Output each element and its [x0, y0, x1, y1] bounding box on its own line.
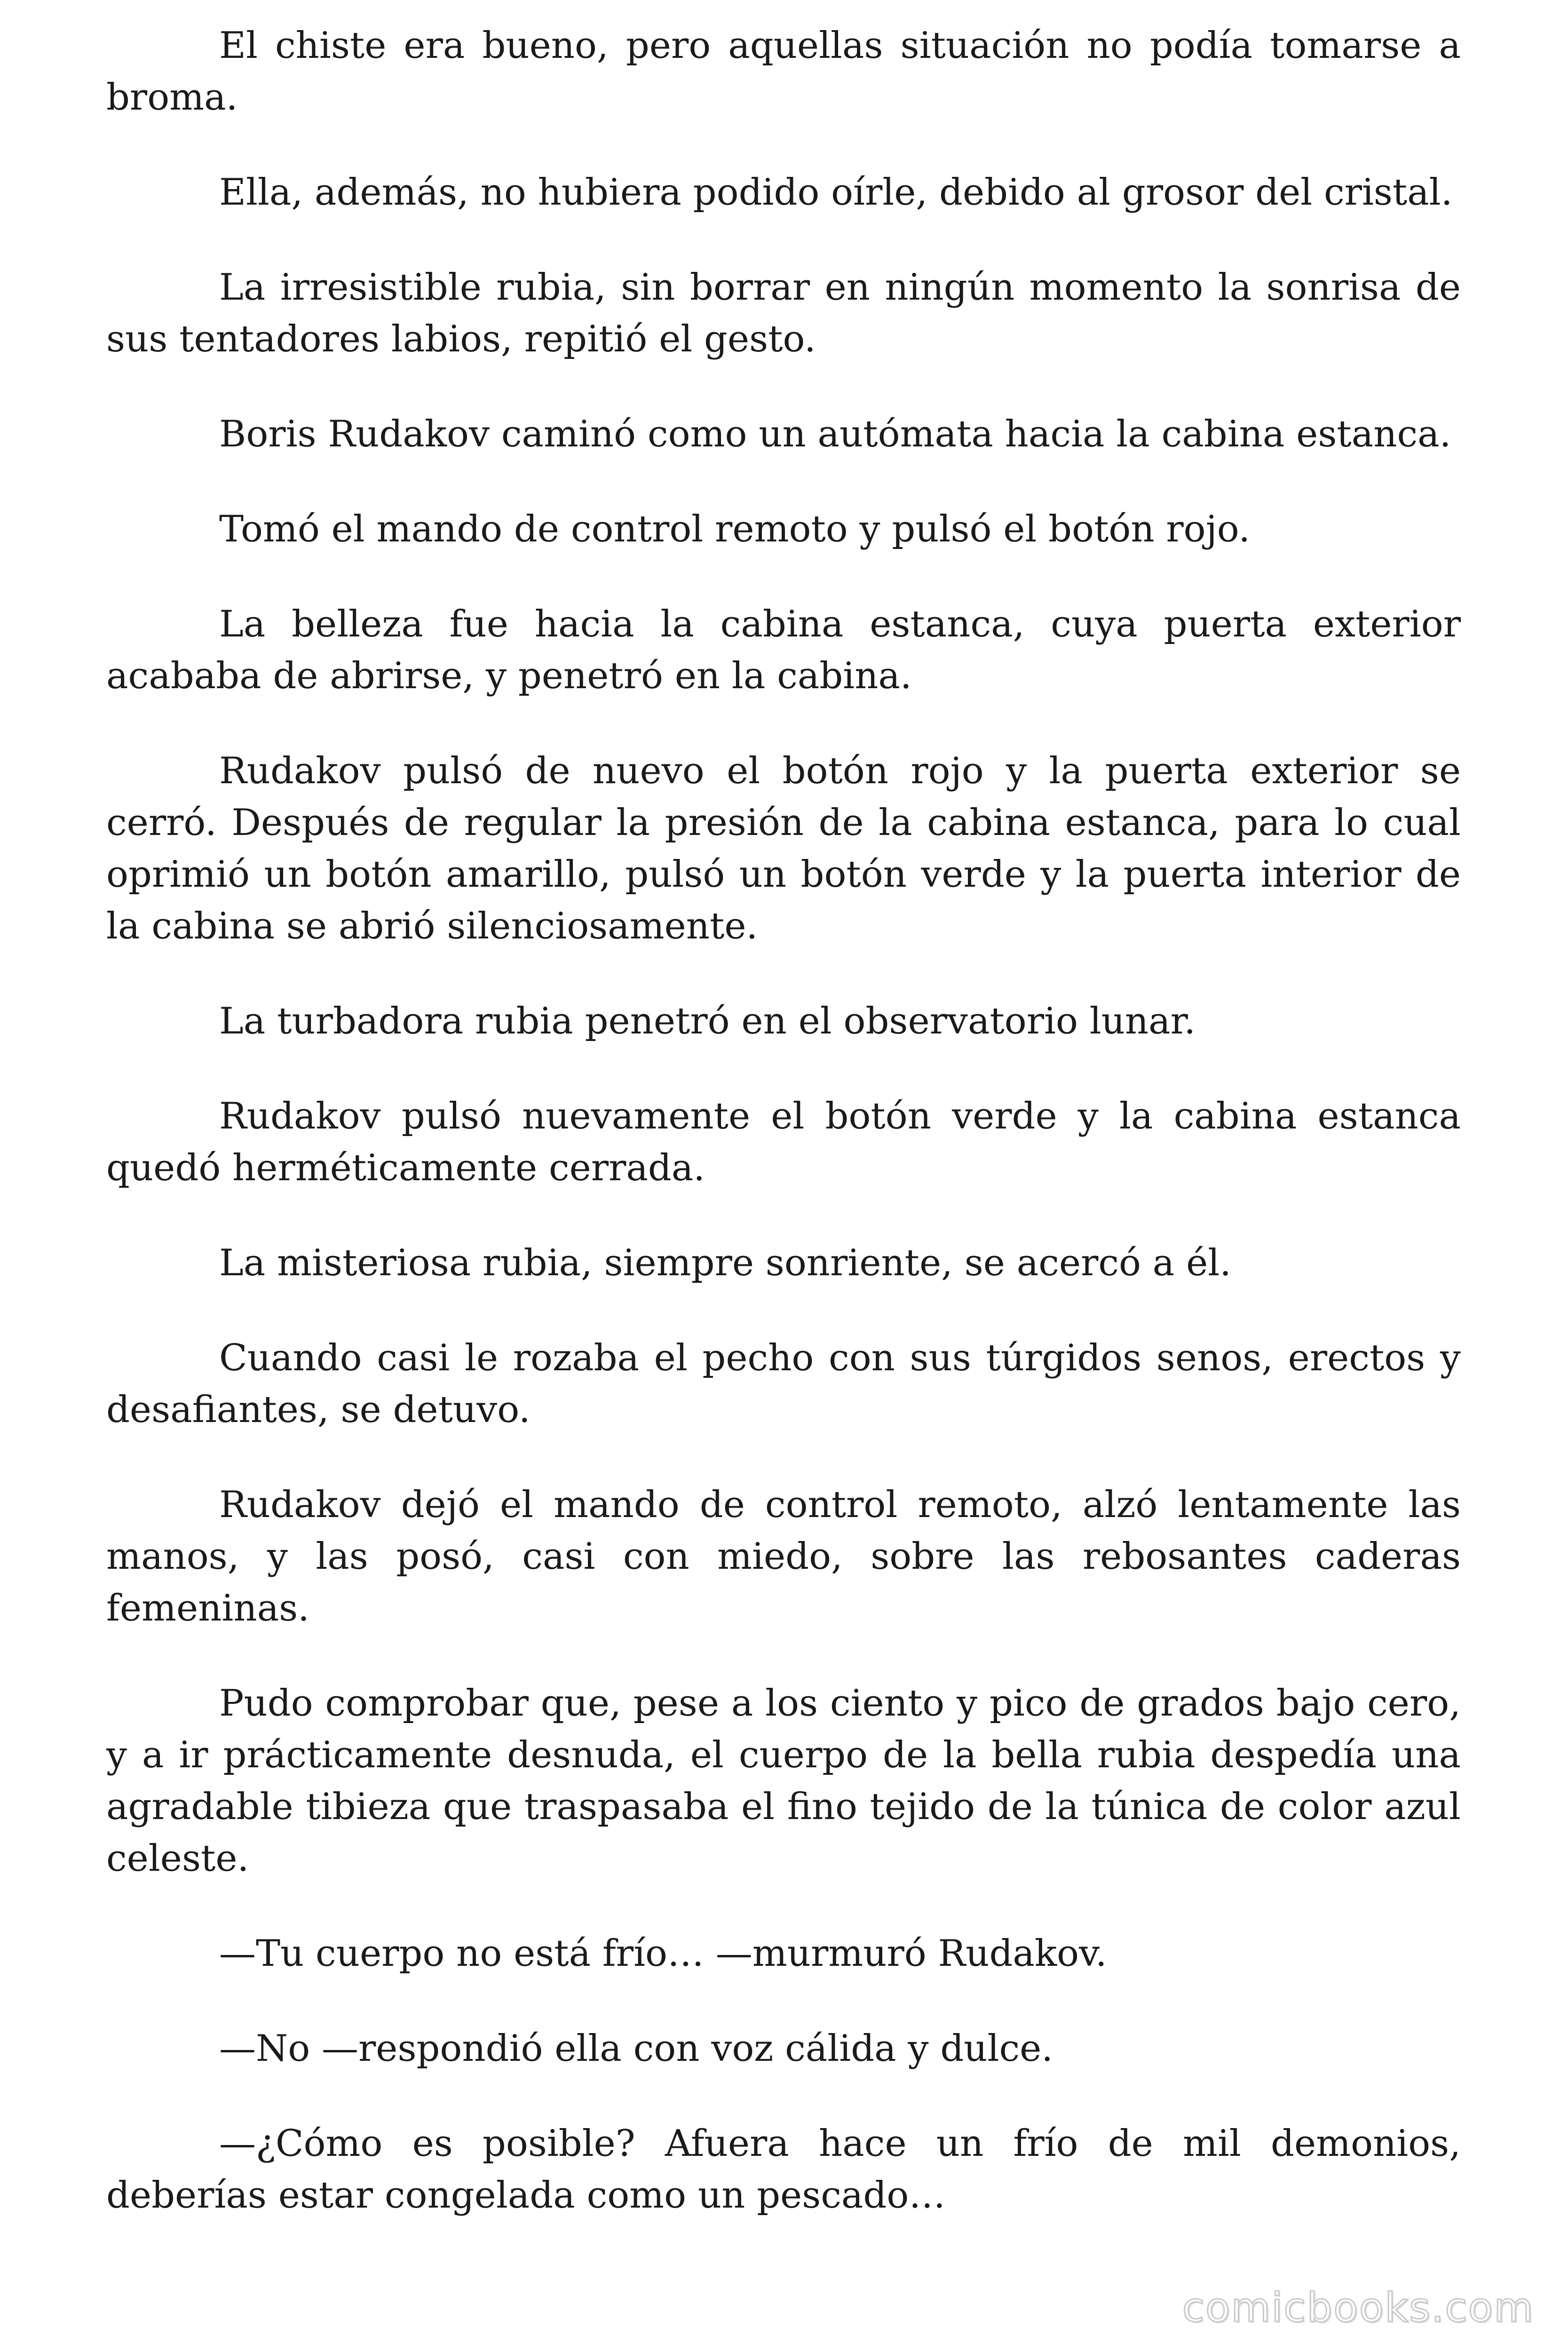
paragraph: Tomó el mando de control remoto y pulsó el botón rojo. — [219, 508, 1251, 550]
paragraph: Rudakov pulsó nuevamente el botón verde y la cabina estanca quedó herméticamente cerrada. — [106, 1095, 1461, 1189]
paragraph: La belleza fue hacia la cabina estanca, cuya puerta exterior acababa de abrirse, y penetró en la cabina. — [106, 603, 1461, 697]
paragraph: La irresistible rubia, sin borrar en ningún momento la sonrisa de sus tentadores labios, repitió el gesto. — [106, 266, 1461, 360]
watermark-logo: comicbooks.com — [1182, 2284, 1534, 2331]
document-body — [106, 20, 1461, 2221]
paragraph: Pudo comprobar que, pese a los ciento y pico de grados bajo cero, y a ir prácticamente desnuda, el cuerpo de la bella rubia despedía una agradable tibieza que traspasaba el fino tejido de la túnica de color azul celeste. — [106, 1682, 1461, 1880]
paragraph: El chiste era bueno, pero aquellas situación no podía tomarse a broma. — [106, 24, 1461, 119]
paragraph: La turbadora rubia penetró en el observatorio lunar. — [219, 1000, 1196, 1042]
paragraph: Rudakov dejó el mando de control remoto, alzó lentamente las manos, y las posó, casi con miedo, sobre las rebosantes caderas femeninas. — [106, 1484, 1461, 1629]
paragraph: —¿Cómo es posible? Afuera hace un frío de mil demonios, deberías estar congelada como un pescado… — [106, 2122, 1461, 2217]
paragraph: Boris Rudakov caminó como un autómata hacia la cabina estanca. — [219, 413, 1451, 455]
paragraph: La misteriosa rubia, siempre sonriente, se acercó a él. — [219, 1242, 1232, 1284]
paragraph: —No —respondió ella con voz cálida y dulce. — [219, 2027, 1053, 2070]
paragraph: Ella, además, no hubiera podido oírle, debido al grosor del cristal. — [219, 171, 1453, 214]
paragraph: Rudakov pulsó de nuevo el botón rojo y la puerta exterior se cerró. Después de regular la presión de la cabina estanca, para lo cual oprimió un botón amarillo, pulsó un botón verde y la puerta interior de la cabina se abrió silenciosamente. — [106, 750, 1461, 947]
paragraph: Cuando casi le rozaba el pecho con sus túrgidos senos, erectos y desafiantes, se detuvo. — [106, 1337, 1461, 1431]
paragraph: —Tu cuerpo no está frío… —murmuró Rudakov. — [219, 1932, 1107, 1975]
